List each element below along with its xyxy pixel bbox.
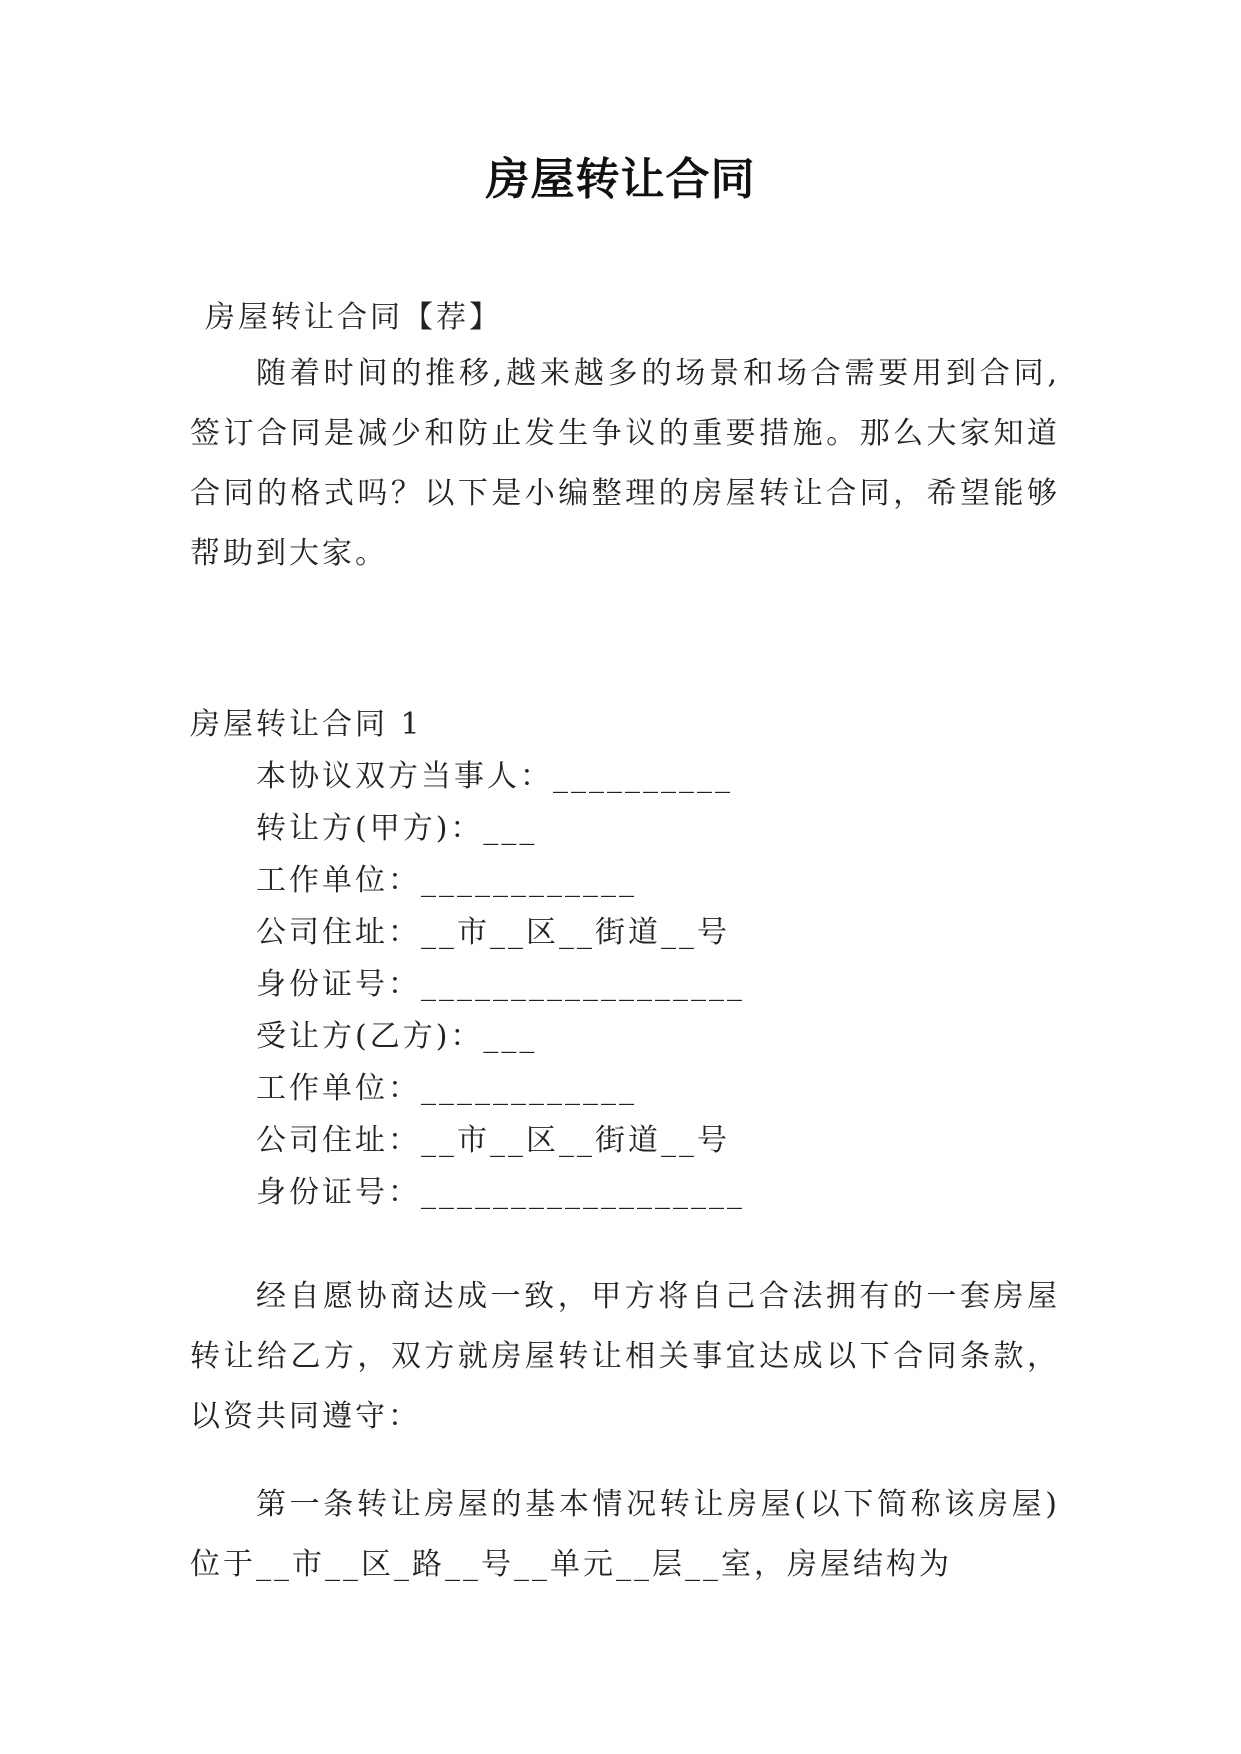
- field-parties: 本协议双方当事人：__________: [256, 759, 733, 794]
- agreement-paragraph: 经自愿协商达成一致，甲方将自己合法拥有的一套房屋转让给乙方，双方就房屋转让相关事宜达成以下合同条款，以资共同遵守：: [190, 1279, 1060, 1434]
- article-one-paragraph: 第一条转让房屋的基本情况转让房屋(以下简称该房屋)位于__市__区_路__号__单元__层__室，房屋结构为: [190, 1487, 1060, 1582]
- field-transferor-id: 身份证号：__________________: [256, 967, 745, 1002]
- field-transferor: 转让方(甲方)：___: [256, 811, 538, 846]
- field-transferee-employer: 工作单位：____________: [256, 1071, 637, 1106]
- field-transferee-address: 公司住址：__市__区__街道__号: [256, 1123, 730, 1158]
- intro-paragraph: 随着时间的推移,越来越多的场景和场合需要用到合同,签订合同是减少和防止发生争议的重要措施。那么大家知道合同的格式吗？以下是小编整理的房屋转让合同，希望能够帮助到大家。: [190, 356, 1060, 571]
- section-heading: 房屋转让合同 1: [190, 707, 423, 742]
- field-transferee-id: 身份证号：__________________: [256, 1175, 745, 1210]
- field-transferor-employer: 工作单位：____________: [256, 863, 637, 898]
- field-transferee: 受让方(乙方)：___: [256, 1019, 538, 1054]
- field-transferor-address: 公司住址：__市__区__街道__号: [256, 915, 730, 950]
- document-subtitle: 房屋转让合同【荐】: [205, 300, 502, 335]
- document-title: 房屋转让合同: [485, 154, 756, 205]
